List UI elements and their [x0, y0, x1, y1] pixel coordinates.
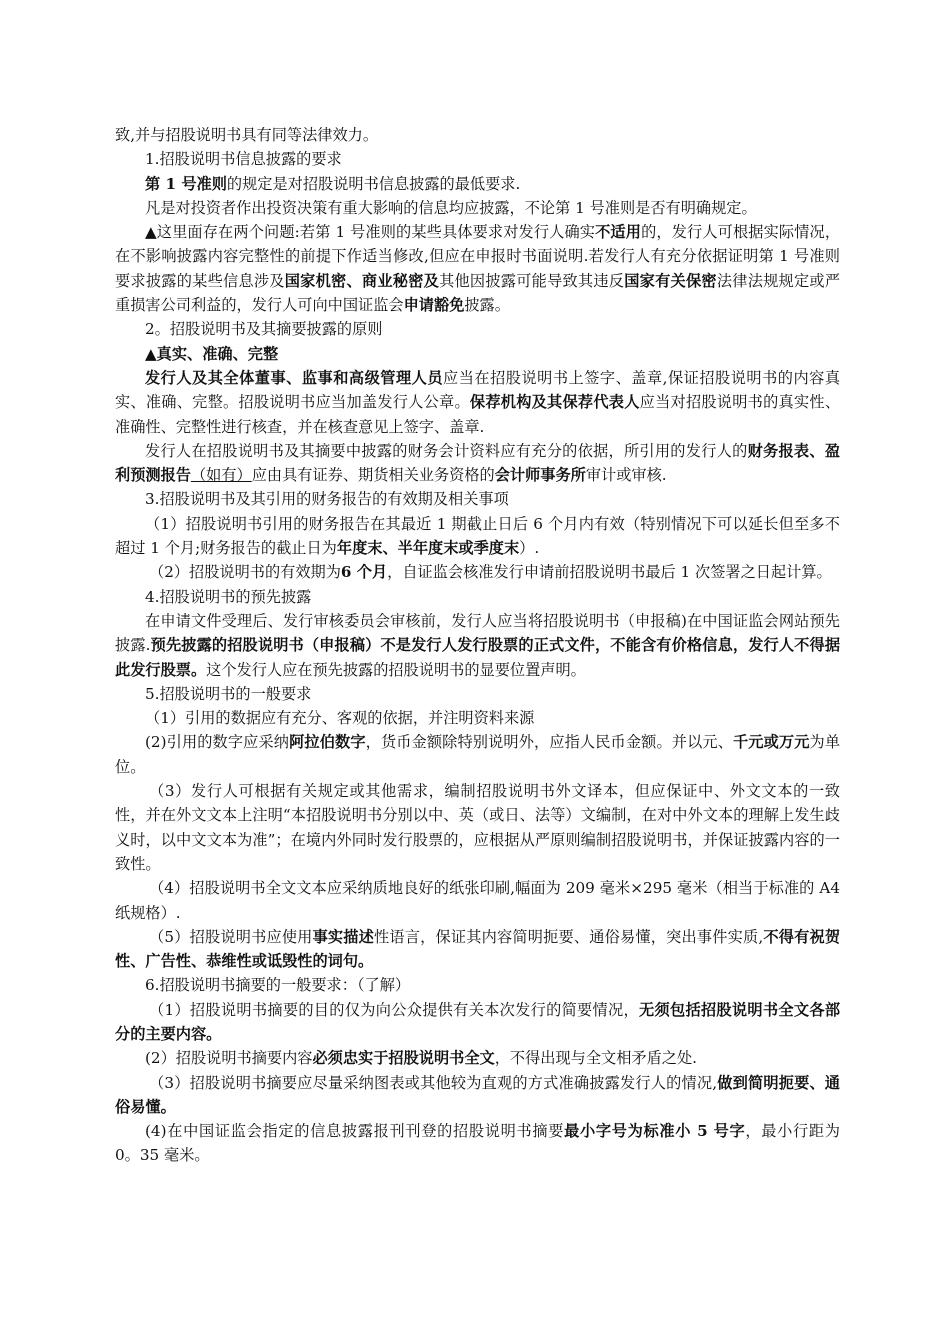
list-item — [115, 998, 840, 1047]
section-heading-4 — [115, 585, 840, 609]
list-item — [115, 1119, 840, 1168]
section-heading-2 — [115, 317, 840, 341]
list-item — [115, 730, 840, 779]
bold-text: 发行人及其全体董事、监事和高级管理人员 — [145, 368, 444, 387]
text: 披露。 — [464, 296, 510, 315]
paragraph — [115, 439, 840, 488]
list-item — [115, 876, 840, 925]
bold-text: 财务报表、盈利预测报告 — [115, 441, 841, 485]
text: (2)引用的数字应采纳 — [145, 733, 290, 752]
list-item — [115, 706, 840, 730]
bold-text: 第 1 号准则 — [145, 174, 227, 193]
paragraph-continuation — [115, 123, 840, 147]
text: 性语言，保证其内容简明扼要、通俗易懂，突出事件实质, — [374, 927, 764, 946]
text: ，货币金额除特别说明外，应指人民币金额。并以元、 — [365, 733, 733, 752]
bold-text: 事实描述 — [312, 927, 375, 946]
list-item — [115, 925, 840, 974]
bold-text: 不得有祝贺性、广告性、恭维性或诋毁性的词句。 — [115, 927, 841, 971]
text: （3）招股说明书摘要应尽量采纳图表或其他较为直观的方式准确披露发行人的情况, — [149, 1073, 718, 1092]
text: ，自证监会核准发行申请前招股说明书最后 1 次签署之日起计算。 — [387, 563, 832, 582]
text: 4.招股说明书的预先披露 — [145, 587, 312, 606]
text: （1）招股说明书摘要的目的仅为向公众提供有关本次发行的简要情况， — [149, 1000, 639, 1019]
bold-text: 做到简明扼要、通俗易懂。 — [115, 1073, 840, 1116]
text: 6.招股说明书摘要的一般要求：（了解） — [145, 976, 411, 995]
text: 致,并与招股说明书具有同等法律效力。 — [115, 126, 379, 144]
bold-text: ▲真实、准确、完整 — [145, 344, 279, 363]
bold-text: 预先披露的招股说明书（申报稿）不是发行人发行股票的正式文件，不能含有价格信息，发行人不得据此发行股票。 — [115, 636, 841, 679]
list-item — [115, 779, 840, 876]
bold-text: 国家有关保密 — [624, 271, 717, 290]
subheading — [115, 342, 840, 366]
bold-text: 保荐机构及其保荐代表人 — [469, 393, 640, 412]
text: 凡是对投资者作出投资决策有重大影响的信息均应披露，不论第 1 号准则是否有明确规定。 — [145, 198, 757, 217]
text: 法律法规规定或严重损害公司利益的，发行人可向中国证监会 — [115, 271, 841, 315]
text: 这个发行人应在预先披露的招股说明书的显要位置声明。 — [206, 660, 586, 679]
section-heading-1 — [115, 147, 840, 171]
paragraph — [115, 196, 840, 220]
text: 2。招股说明书及其摘要披露的原则 — [145, 320, 383, 339]
paragraph — [115, 172, 840, 196]
text: 的规定是对招股说明书信息披露的最低要求. — [226, 174, 521, 193]
paragraph — [115, 512, 840, 561]
paragraph — [115, 560, 840, 584]
text: (4)在中国证监会指定的信息披露报刊刊登的招股说明书摘要 — [145, 1122, 565, 1141]
section-heading-5 — [115, 682, 840, 706]
bold-text: 国家机密、商业秘密及 — [284, 271, 440, 290]
text: （4）招股说明书全文文本应采纳质地良好的纸张印刷,幅面为 209 毫米×295 毫米（相当于标准的 A4 纸规格）. — [115, 879, 840, 922]
text: ，最小行距为 0。35 毫米。 — [115, 1122, 840, 1165]
bold-text: 会计师事务所 — [494, 466, 586, 485]
bold-text: 最小字号为标准小 5 号字 — [564, 1122, 746, 1141]
bold-text: 无须包括招股说明书全文各部分的主要内容。 — [115, 1000, 841, 1043]
bold-text: 千元或万元 — [733, 733, 810, 752]
text: 其他因披露可能导致其违反 — [439, 271, 625, 290]
text: ）. — [519, 539, 540, 558]
bold-text: 阿拉伯数字 — [289, 733, 366, 752]
text: 审计或审核. — [585, 466, 667, 485]
bold-text: 不适用 — [595, 223, 642, 242]
text: （1）招股说明书引用的财务报告在其最近 1 期截止日后 6 个月内有效（特别情况下可以延长但至多不超过 1 个月;财务报告的截止日为 — [115, 514, 840, 558]
paragraph — [115, 609, 840, 682]
text: 在申请文件受理后、发行审核委员会审核前，发行人应当将招股说明书（申报稿)在中国证监会网站预先披露. — [115, 611, 840, 655]
text: ，不得出现与全文相矛盾之处. — [494, 1049, 697, 1068]
text: 发行人在招股说明书及其摘要中披露的财务会计资料应有充分的依据，所引用的发行人的 — [145, 441, 748, 460]
bold-text: 年度末、半年度末或季度末 — [336, 539, 520, 558]
bold-text: 申请豁免 — [403, 296, 465, 315]
text: 1.招股说明书信息披露的要求 — [145, 150, 342, 169]
text: (2）招股说明书摘要内容 — [145, 1049, 313, 1068]
text: 应当对招股说明书的真实性、准确性、完整性进行核查，并在核查意见上签字、盖章. — [115, 393, 841, 436]
bold-text: 6 个月 — [340, 563, 388, 582]
list-item — [115, 1046, 840, 1070]
text: （5）招股说明书应使用 — [149, 927, 313, 946]
text: 为单位。 — [115, 733, 841, 776]
section-heading-3 — [115, 487, 840, 511]
list-item — [115, 1071, 840, 1120]
text: （3）发行人可根据有关规定或其他需求，编制招股说明书外文译本，但应保证中、外文文本的一致性，并在外文文本上注明“本招股说明书分别以中、英（或日、法等）文编制，在对中外文本的理解上发生歧义时，以中文文本为准”；在境内外同时发行股票的，应根据从严原则编制招股说明书，并保证披露内容的一致性。 — [115, 782, 840, 873]
text: ▲这里面存在两个问题:若第 1 号准则的某些具体要求对发行人确实 — [145, 223, 596, 242]
underlined-text: （如有） — [190, 466, 252, 485]
document-page — [115, 123, 840, 1168]
text: 应当在招股说明书上签字、盖章,保证招股说明书的内容真实、准确、完整。招股说明书应当加盖发行人公章。 — [115, 368, 841, 412]
text: （1）引用的数据应有充分、客观的依据，并注明资料来源 — [145, 709, 535, 728]
text: 应由具有证券、期货相关业务资格的 — [251, 466, 495, 485]
text: 3.招股说明书及其引用的财务报告的有效期及相关事项 — [145, 490, 509, 509]
text: （2）招股说明书的有效期为 — [149, 563, 341, 582]
paragraph — [115, 366, 840, 439]
text: 5.招股说明书的一般要求 — [145, 684, 312, 703]
text: 的，发行人可根据实际情况，在不影响披露内容完整性的前提下作适当修改,但应在申报时书面说明.若发行人有充分依据证明第 1 号准则要求披露的某些信息涉及 — [115, 223, 841, 290]
section-heading-6 — [115, 973, 840, 997]
bold-text: 必须忠实于招股说明书全文 — [312, 1049, 495, 1068]
paragraph — [115, 220, 840, 317]
